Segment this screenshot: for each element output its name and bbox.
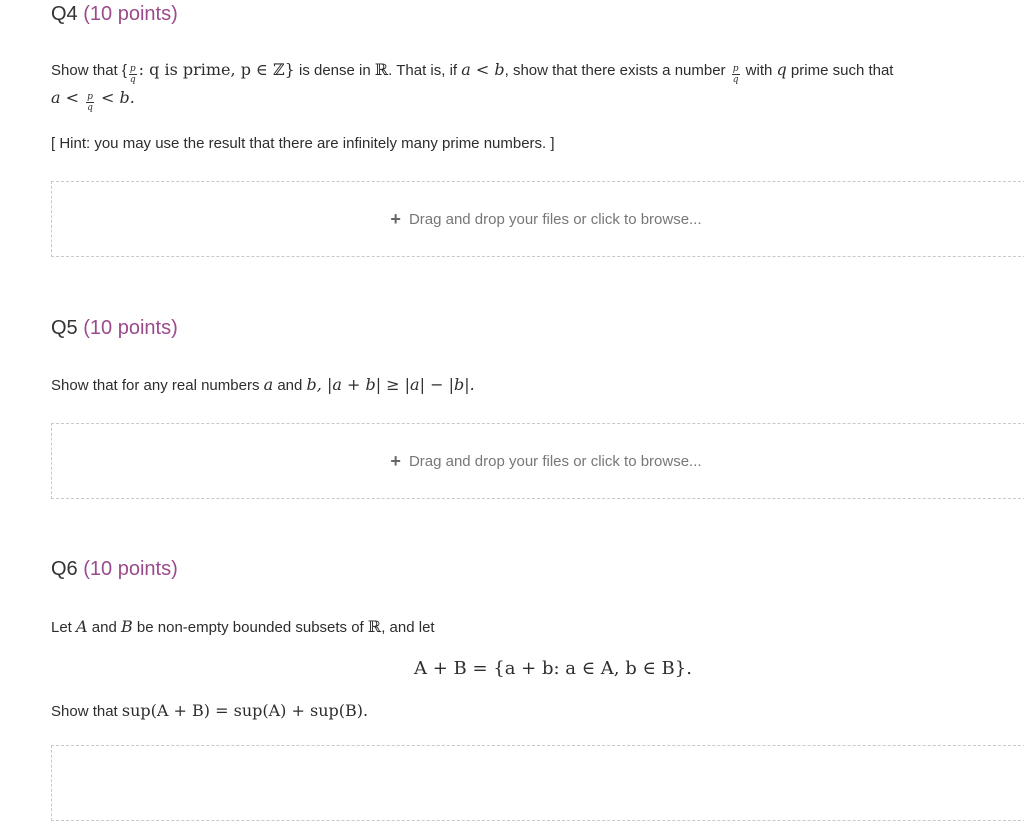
q4-condition: a < b [461, 60, 505, 79]
q4-title [51, 3, 178, 26]
q4-statement-line1: Show that { $\frac{p}{q}$ : q is prime, p ∈ ℤ} is dense in ℝ. That is, if a < b, show that there exists a number $\frac{p}{q}$ with q prime such that [51, 60, 894, 85]
q6-sup-equation: sup(A + B) = sup(A) + sup(B). [121, 701, 369, 720]
plus-icon: + [390, 208, 401, 229]
q5-points: (10 points) [83, 317, 178, 339]
q6-title [51, 558, 178, 581]
q6-points: (10 points) [83, 558, 178, 580]
q4-number: Q4 [51, 3, 78, 25]
q6-show-line: Show that sup(A + B) = sup(A) + sup(B). [51, 701, 369, 720]
upload-label: Drag and drop your files or click to browse... [408, 452, 702, 470]
reals-symbol: ℝ [374, 60, 389, 79]
upload-label: Drag and drop your files or click to browse... [408, 210, 702, 228]
q6-statement: Let A and B be non-empty bounded subsets of ℝ, and let [51, 617, 435, 636]
q4-set: : q is prime, p ∈ ℤ} [138, 60, 295, 79]
fraction: $\frac{p}{q}$ [732, 64, 739, 85]
q5-number: Q5 [51, 317, 78, 339]
q4-statement-line2: a < $\frac{p}{q}$ < b. [51, 88, 135, 113]
fraction: $\frac{p}{q}$ [129, 64, 136, 85]
q5-statement: Show that for any real numbers a and b, |a + b| ≥ |a| − |b|. [51, 375, 475, 394]
reals-symbol: ℝ [367, 617, 382, 636]
fraction: $\frac{p}{q}$ [87, 92, 93, 113]
q4-points: (10 points) [83, 3, 178, 25]
q4-upload-dropzone[interactable] [51, 181, 1024, 257]
q5-upload-dropzone[interactable] [51, 423, 1024, 499]
q6-upload-dropzone[interactable] [51, 745, 1024, 821]
q4-text: Show that { [51, 62, 127, 79]
plus-icon: + [390, 450, 401, 471]
q5-title [51, 317, 178, 340]
q5-inequality: |a + b| ≥ |a| − |b|. [321, 375, 475, 394]
q4-hint: [ Hint: you may use the result that there are infinitely many prime numbers. ] [51, 135, 555, 152]
q6-display-equation: A + B = {a + b: a ∈ A, b ∈ B}. [414, 658, 692, 679]
q6-number: Q6 [51, 558, 78, 580]
